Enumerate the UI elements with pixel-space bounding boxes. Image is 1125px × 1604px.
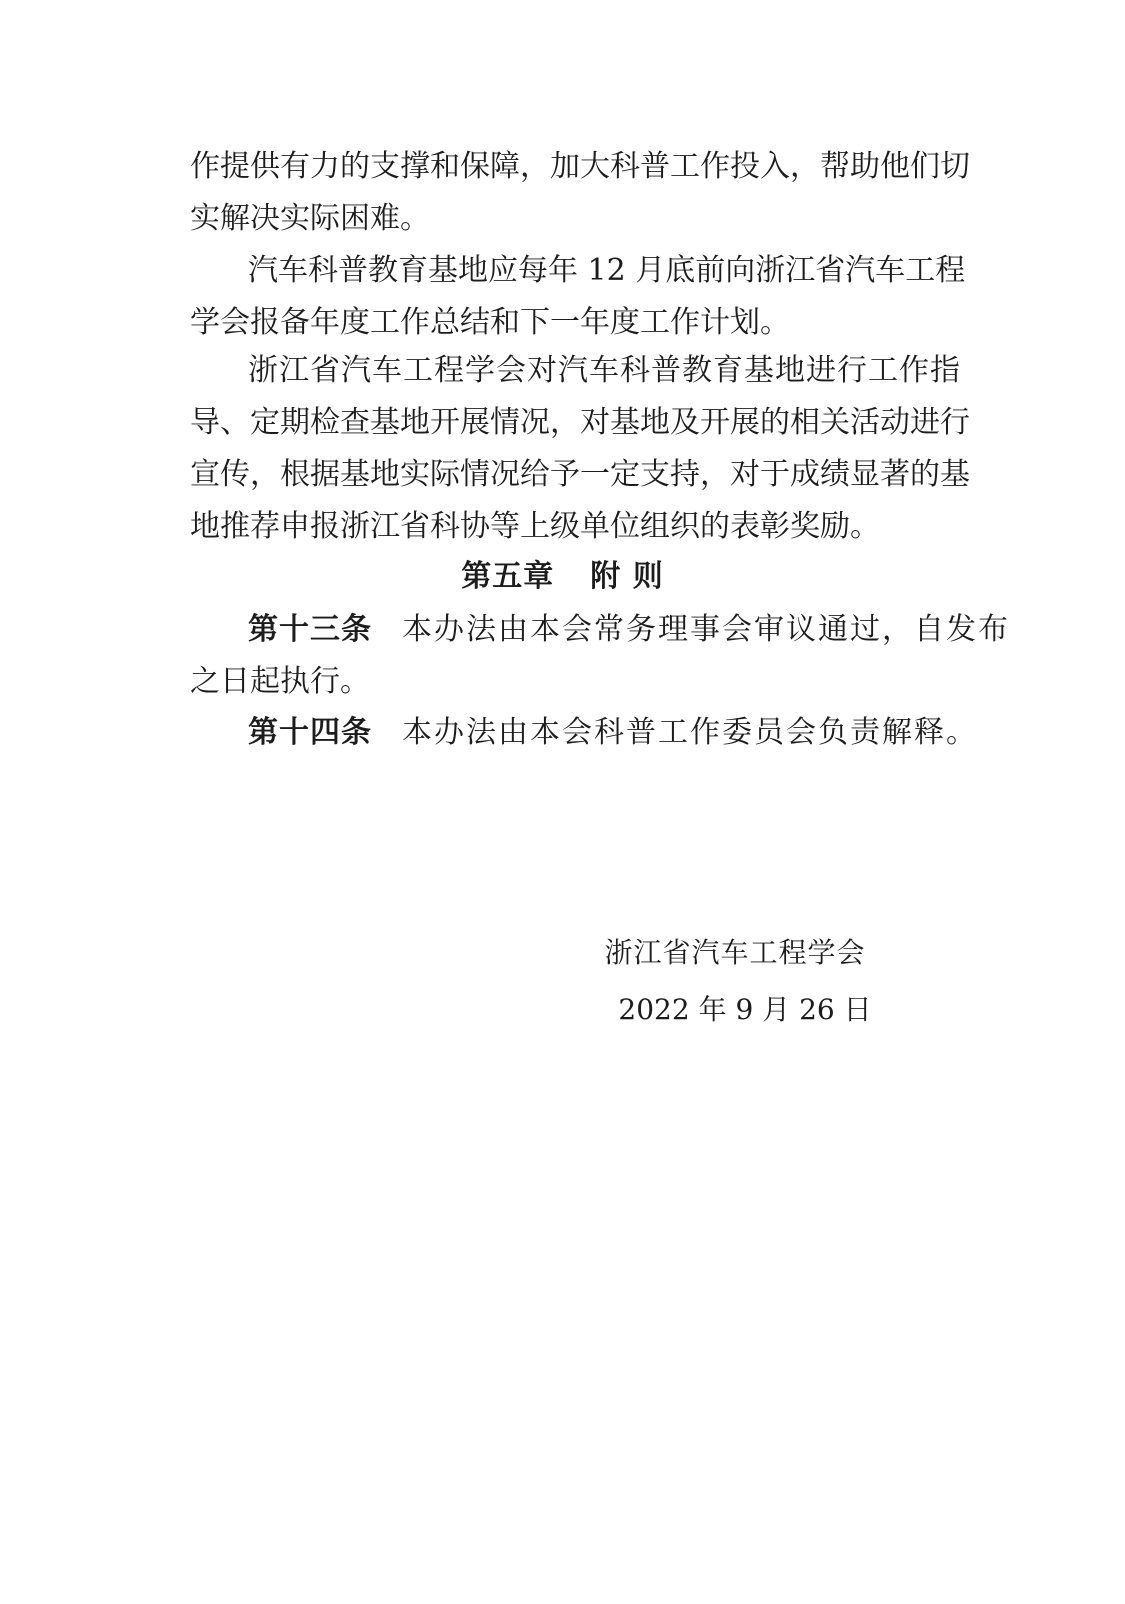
chapter-heading — [0, 551, 1125, 603]
para1-line2: 实解决实际困难。 — [190, 201, 430, 236]
article13-line2: 之日起执行。 — [190, 664, 370, 699]
para2-line2: 学会报备年度工作总结和下一年度工作计划。 — [190, 305, 790, 340]
article13-line1: 本办法由本会常务理事会审议通过，自发布 — [402, 612, 1010, 647]
signature-organization: 浙江省汽车工程学会 — [604, 936, 866, 969]
para3-line1: 浙江省汽车工程学会对汽车科普教育基地进行工作指 — [248, 353, 960, 388]
para3-line3: 宣传，根据基地实际情况给予一定支持，对于成绩显著的基 — [190, 457, 970, 492]
para2-line1: 汽车科普教育基地应每年 12 月底前向浙江省汽车工程 — [248, 253, 966, 288]
chapter-number: 第五章 — [461, 559, 555, 594]
signature-date: 2022 年 9 月 26 日 — [618, 993, 872, 1026]
para3-line2: 导、定期检查基地开展情况，对基地及开展的相关活动进行 — [190, 405, 970, 440]
chapter-title: 附 则 — [590, 559, 664, 594]
article14-text: 本办法由本会科普工作委员会负责解释。 — [402, 715, 978, 750]
para3-line4: 地推荐申报浙江省科协等上级单位组织的表彰奖励。 — [190, 509, 880, 544]
article14-row — [248, 707, 978, 759]
para1-line1: 作提供有力的支撑和保障，加大科普工作投入，帮助他们切 — [190, 149, 970, 184]
article13-label: 第十三条 — [248, 612, 372, 647]
article14-label: 第十四条 — [248, 715, 372, 750]
article13-line1-row — [248, 604, 1010, 656]
